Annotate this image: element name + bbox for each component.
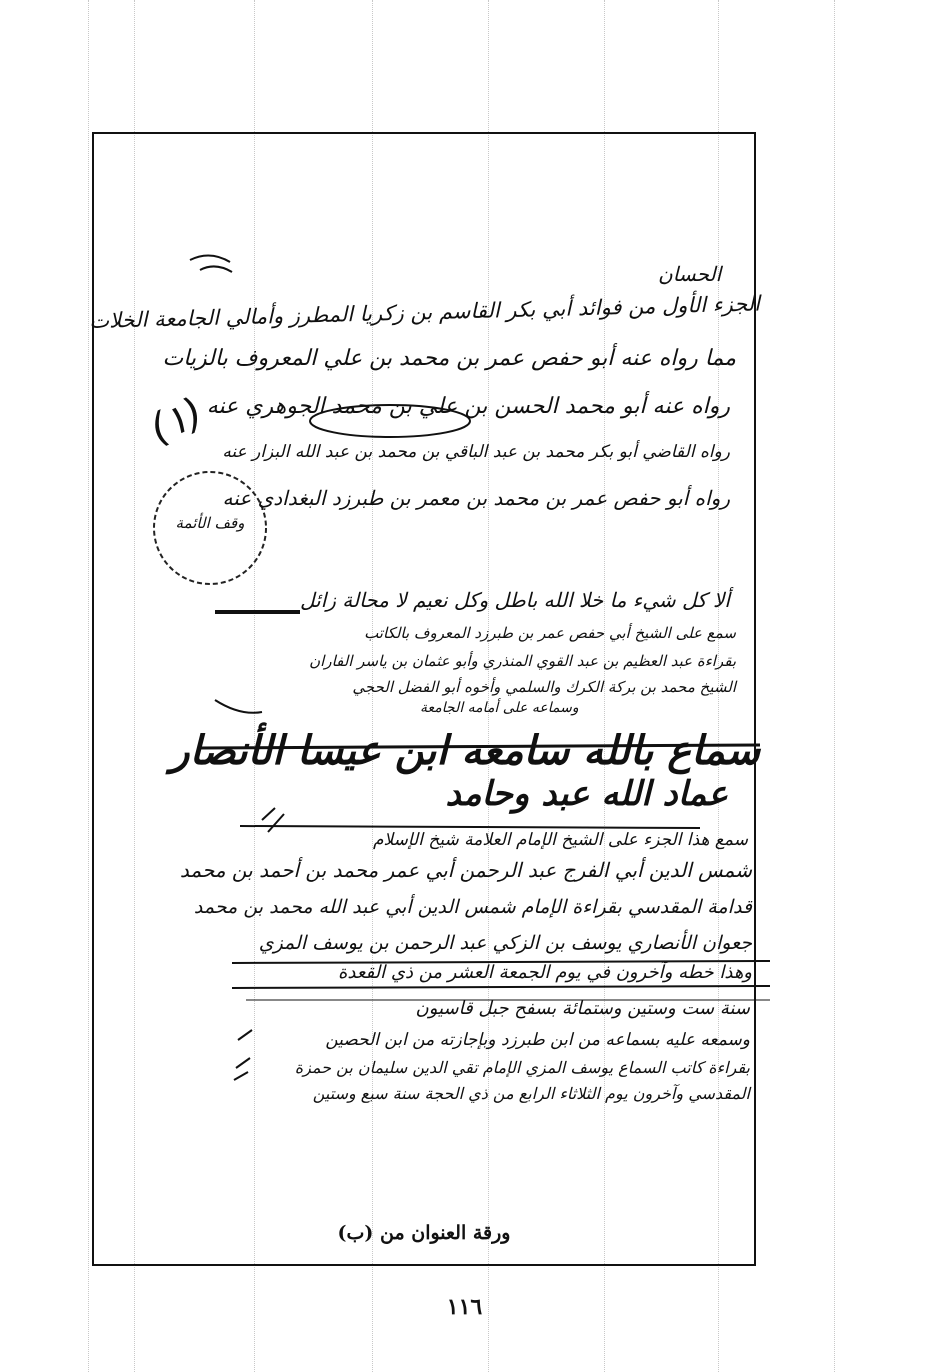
note-line: وسماعه على أمامه الجامعة <box>420 700 579 716</box>
top-note: الحسان <box>658 262 722 286</box>
audition-line: سمع هذا الجزء على الشيخ الإمام العلامة شيخ الإسلام <box>372 830 748 850</box>
title-line: مما رواه عنه أبو حفص عمر بن محمد بن علي المعروف بالزيات <box>162 346 736 371</box>
title-line: رواه القاضي أبو بكر محمد بن عبد الباقي بن محمد بن عبد الله البزار عنه <box>222 442 730 462</box>
title-line: رواه عنه أبو محمد الحسن بن علي بن محمد الجوهري عنه <box>206 394 730 419</box>
note-line: بقراءة عبد العظيم بن عبد القوي المنذري وأبو عثمان بن ياسر الفاران <box>309 652 736 670</box>
large-line: سماع بالله سامعه ابن عيسا الأنصار <box>170 728 760 774</box>
audition-line: سنة ست وستين وستمائة بسفح جبل قاسيون <box>415 998 750 1019</box>
note-line: الشيخ محمد بن بركة الكرك والسلمي وأخوه أبو الفضل الحجي <box>352 678 736 696</box>
page-number: ١١٦ <box>446 1294 483 1320</box>
verse-line: ألا كل شيء ما خلا الله باطل وكل نعيم لا محالة زائل <box>300 588 730 612</box>
figure-caption: ورقة العنوان من (ب) <box>337 1222 511 1244</box>
audition-line: بقراءة كاتب السماع يوسف المزي الإمام تقي الدين سليمان بن حمزة <box>294 1058 750 1077</box>
note-line: سمع على الشيخ أبي حفص عمر بن طبرزد المعروف بالكاتب <box>364 624 736 642</box>
audition-line: وسمعه عليه بسماعه من ابن طبرزد وبإجازته من ابن الحصين <box>325 1030 750 1050</box>
seal-text: وقف الأئمة <box>175 514 245 532</box>
audition-line: المقدسي وآخرون يوم الثلاثاء الرابع من ذي الحجة سنة سبع وستين <box>312 1084 750 1103</box>
title-line: رواه أبو حفص عمر بن محمد بن معمر بن طبرزد البغدادي عنه <box>222 486 730 510</box>
audition-line: جعوان الأنصاري يوسف بن الزكي عبد الرحمن بن يوسف المزي <box>258 932 752 954</box>
audition-line: شمس الدين أبي الفرج عبد الرحمن أبي عمر محمد بن أحمد بن محمد <box>179 858 752 882</box>
margin-number: (١) <box>142 389 210 453</box>
large-line: عماد الله عبد وحامد <box>445 774 728 814</box>
title-line: الجزء الأول من فوائد أبي بكر القاسم بن زكريا المطرز وأمالي الجامعة الخلات <box>89 291 761 334</box>
audition-line: قدامة المقدسي بقراءة الإمام شمس الدين أبي عبد الله محمد بن محمد <box>193 896 752 918</box>
audition-line: وهذا خطه وآخرون في يوم الجمعة العشر من ذي القعدة <box>338 962 752 983</box>
